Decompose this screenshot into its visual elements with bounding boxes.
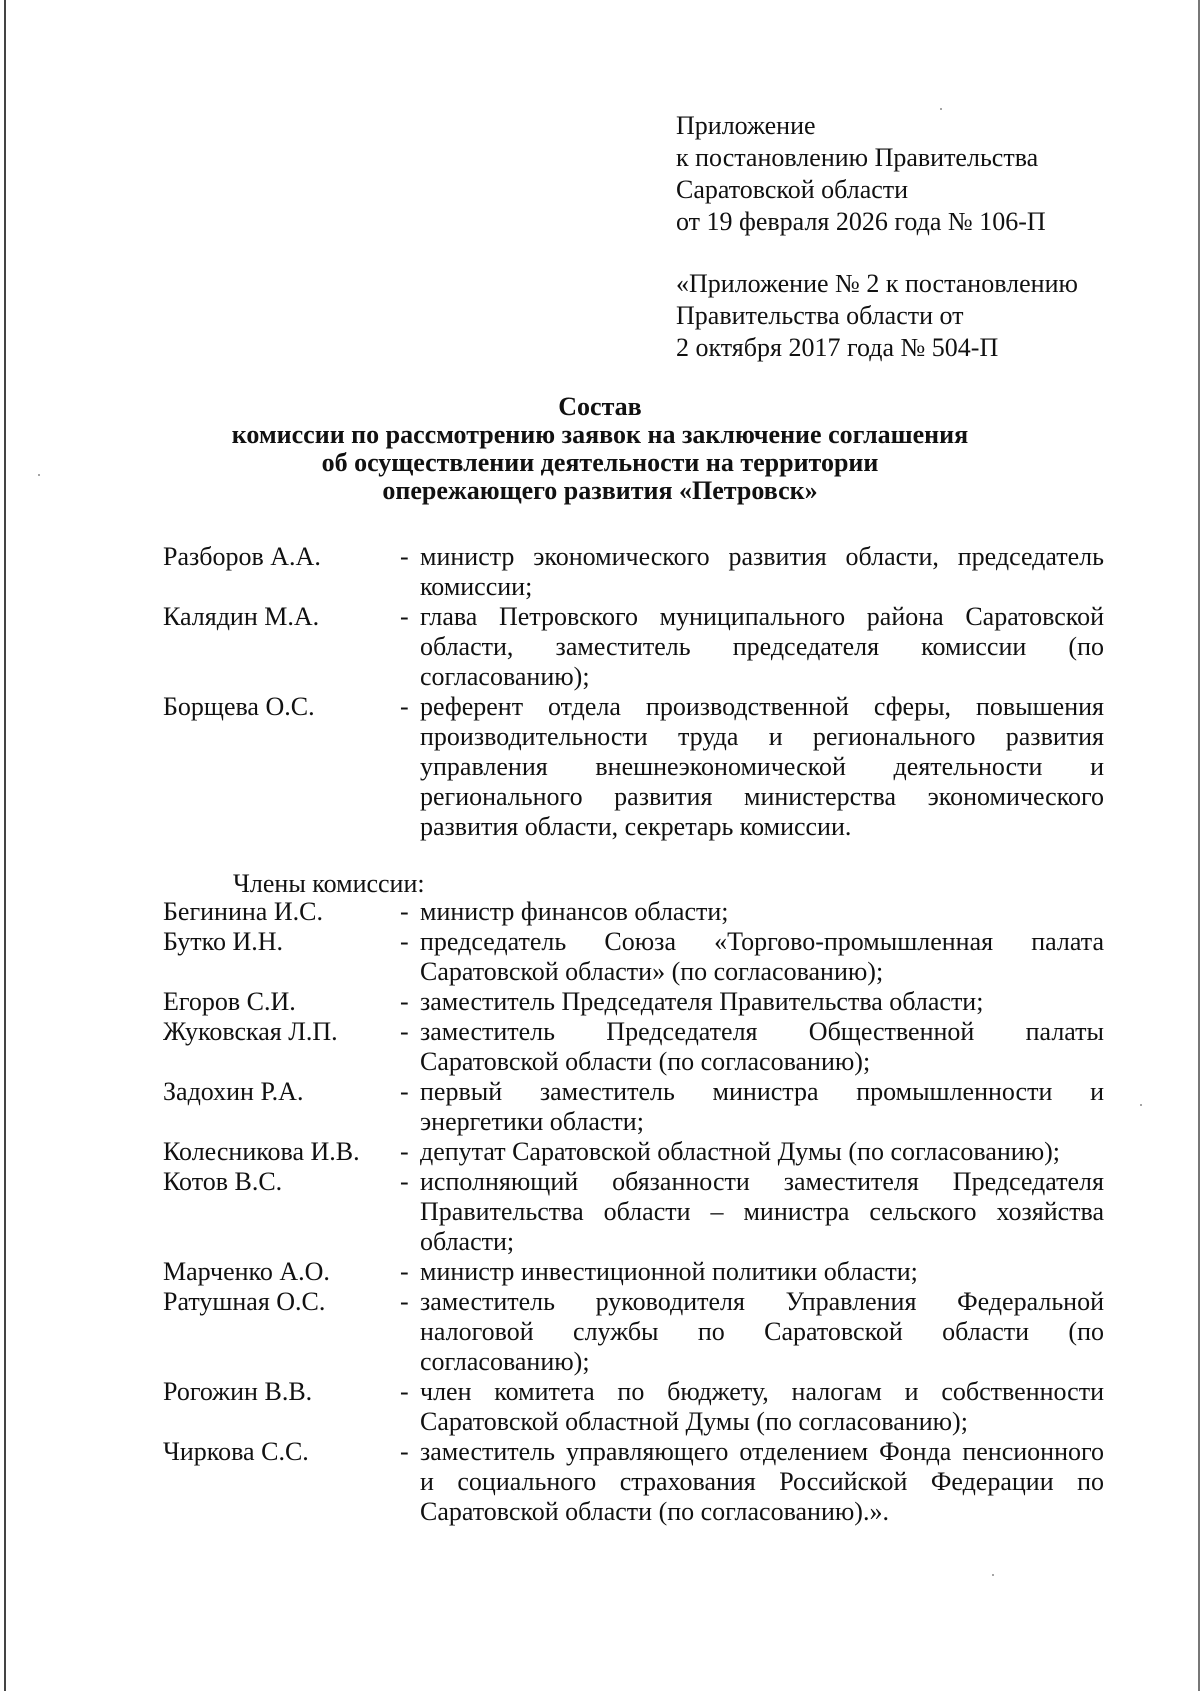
roster-row	[163, 1167, 1105, 1257]
member-name: Задохин Р.А.	[163, 1077, 304, 1106]
scan-speck	[38, 474, 40, 476]
member-dash: -	[400, 1077, 409, 1106]
appendix2-line: Правительства области от	[676, 301, 964, 330]
member-role: глава Петровского муниципального района Саратовской области, заместитель председателя комиссии (по согласованию);	[420, 602, 1104, 691]
title-line: опережающего развития «Петровск»	[382, 476, 818, 505]
member-dash: -	[400, 692, 409, 721]
member-name: Колесникова И.В.	[163, 1137, 360, 1166]
member-role: председатель Союза «Торгово-промышленная палата Саратовской области» (по согласованию);	[420, 927, 1104, 986]
member-name: Котов В.С.	[163, 1167, 283, 1196]
member-role: министр экономического развития области, председатель комиссии;	[420, 542, 1104, 601]
roster-row	[163, 987, 1105, 1017]
scan-speck	[992, 1574, 994, 1576]
appendix2-line: «Приложение № 2 к постановлению	[676, 269, 1078, 298]
member-dash: -	[400, 897, 409, 926]
member-dash: -	[400, 1017, 409, 1046]
document-title	[100, 393, 1100, 505]
title-line: комиссии по рассмотрению заявок на заключение соглашения	[231, 420, 969, 449]
member-dash: -	[400, 1167, 409, 1196]
member-dash: -	[400, 1137, 409, 1166]
member-dash: -	[400, 927, 409, 956]
appendix2-line: 2 октября 2017 года № 504-П	[676, 333, 999, 362]
roster-row	[163, 1287, 1105, 1377]
roster-row	[163, 897, 1105, 927]
roster-row	[163, 1077, 1105, 1137]
member-name: Ратушная О.С.	[163, 1287, 326, 1316]
member-dash: -	[400, 1257, 409, 1286]
member-name: Марченко А.О.	[163, 1257, 330, 1286]
member-role: референт отдела производственной сферы, повышения производительности труда и регионального развития управления внешнеэкономической деятельности и регионального развития министерства экономического развития области, секретарь комиссии.	[420, 692, 1104, 841]
roster-row	[163, 1257, 1105, 1287]
member-name: Бутко И.Н.	[163, 927, 284, 956]
title-line: об осуществлении деятельности на территории	[321, 448, 879, 477]
member-dash: -	[400, 1287, 409, 1316]
member-name: Бегинина И.С.	[163, 897, 323, 926]
member-role: исполняющий обязанности заместителя Председателя Правительства области – министра сельского хозяйства области;	[420, 1167, 1104, 1256]
roster-row	[163, 927, 1105, 987]
appendix-line: Саратовской области	[676, 175, 909, 204]
appendix2-header	[676, 268, 1116, 364]
member-dash: -	[400, 987, 409, 1016]
roster-row	[163, 542, 1105, 602]
member-name: Чиркова С.С.	[163, 1437, 309, 1466]
appendix-line: от 19 февраля 2026 года № 106-П	[676, 207, 1046, 236]
member-role: первый заместитель министра промышленности и энергетики области;	[420, 1077, 1104, 1136]
member-dash: -	[400, 602, 409, 631]
member-name: Жуковская Л.П.	[163, 1017, 338, 1046]
member-role: заместитель руководителя Управления Федеральной налоговой службы по Саратовской области (по согласованию);	[420, 1287, 1104, 1376]
member-name: Егоров С.И.	[163, 987, 296, 1016]
member-role: член комитета по бюджету, налогам и собственности Саратовской областной Думы (по согласованию);	[420, 1377, 1104, 1436]
member-name: Борщева О.С.	[163, 692, 315, 721]
member-role: заместитель управляющего отделением Фонда пенсионного и социального страхования Российской Федерации по Саратовской области (по согласованию).».	[420, 1437, 1104, 1526]
member-role: министр финансов области;	[420, 897, 729, 926]
member-role: депутат Саратовской областной Думы (по согласованию);	[420, 1137, 1061, 1166]
members-heading: Члены комиссии:	[233, 869, 425, 898]
member-dash: -	[400, 1377, 409, 1406]
member-dash: -	[400, 1437, 409, 1466]
roster-row	[163, 1437, 1105, 1527]
appendix-header	[676, 110, 1116, 238]
roster-row	[163, 1137, 1105, 1167]
roster-row	[163, 1377, 1105, 1437]
roster-row	[163, 1017, 1105, 1077]
member-name: Рогожин В.В.	[163, 1377, 313, 1406]
roster-row	[163, 602, 1105, 692]
leaders-list	[163, 542, 1105, 842]
title-line: Состав	[558, 392, 642, 421]
member-role: заместитель Председателя Правительства области;	[420, 987, 984, 1016]
appendix-line: к постановлению Правительства	[676, 143, 1039, 172]
member-name: Калядин М.А.	[163, 602, 320, 631]
appendix-line: Приложение	[676, 111, 816, 140]
member-dash: -	[400, 542, 409, 571]
scan-speck	[1140, 1104, 1142, 1106]
roster-row	[163, 692, 1105, 842]
scan-edge-left	[4, 0, 6, 1691]
member-role: министр инвестиционной политики области;	[420, 1257, 918, 1286]
member-name: Разборов А.А.	[163, 542, 321, 571]
member-role: заместитель Председателя Общественной палаты Саратовской области (по согласованию);	[420, 1017, 1104, 1076]
members-list	[163, 897, 1105, 1527]
